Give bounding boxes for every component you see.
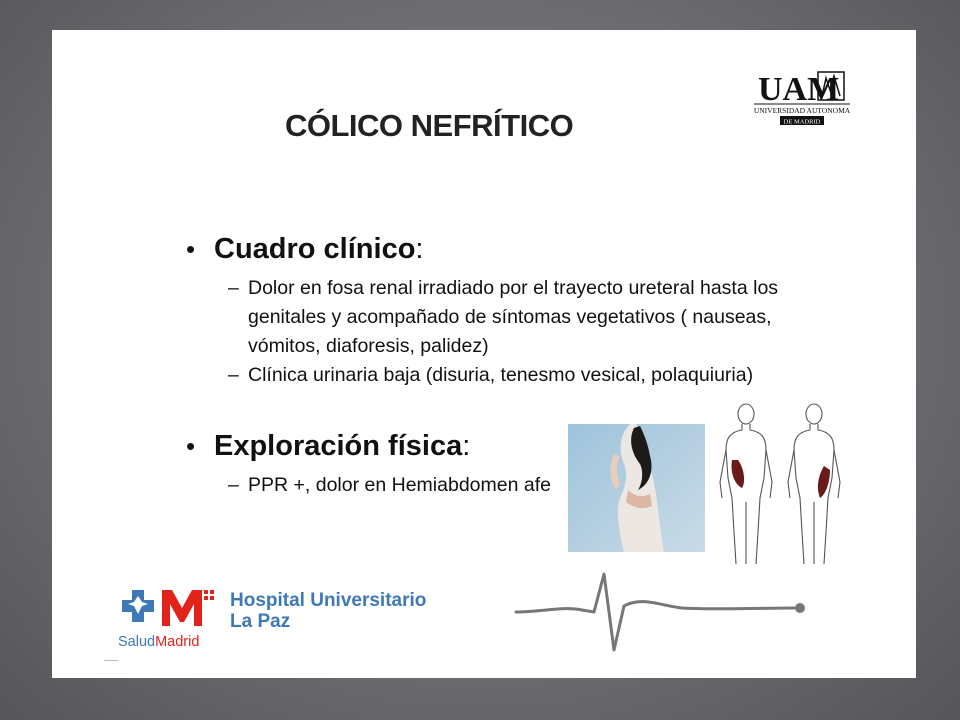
hospital-name-line1: Hospital Universitario xyxy=(230,590,427,611)
madrid-label: Madrid xyxy=(155,634,200,650)
slide-title: CÓLICO NEFRÍTICO xyxy=(285,108,574,143)
uam-logo-letters: UAM xyxy=(758,71,840,108)
list-item xyxy=(228,471,551,500)
uam-logo-line2: DE MADRID xyxy=(783,118,821,126)
ecg-line-decoration xyxy=(512,566,812,658)
list-item-line: Clínica urinaria baja (disuria, tenesmo vesical, polaquiuria) xyxy=(248,364,754,386)
divider xyxy=(104,660,118,661)
heading-colon: : xyxy=(462,430,471,462)
dash-marker: – xyxy=(228,277,239,299)
bullet-dot: • xyxy=(186,431,196,461)
uam-logo xyxy=(752,62,852,126)
section-exploracion-fisica xyxy=(186,430,470,463)
back-pain-area xyxy=(731,460,744,488)
list-item-line: vómitos, diaforesis, palidez) xyxy=(248,335,489,357)
heading-colon: : xyxy=(415,233,424,265)
bullet-dot: • xyxy=(186,234,196,264)
pain-location-figures xyxy=(712,402,848,568)
list-item-line: Dolor en fosa renal irradiado por el trayecto ureteral hasta los xyxy=(248,277,779,299)
list-item-line: genitales y acompañado de síntomas vegetativos ( nauseas, xyxy=(248,306,772,328)
uam-logo-line1: UNIVERSIDAD AUTONOMA xyxy=(753,106,851,115)
dash-marker: – xyxy=(228,364,239,386)
hospital-name xyxy=(230,590,426,632)
hospital-la-paz-logo xyxy=(118,586,448,656)
salud-label: Salud xyxy=(118,634,156,650)
dash-marker: – xyxy=(228,474,239,496)
section-cuadro-clinico xyxy=(186,233,423,266)
salud-madrid-label xyxy=(118,634,199,650)
hospital-name-line2: La Paz xyxy=(230,611,291,632)
slide xyxy=(52,30,916,678)
woman-back-pain-photo xyxy=(568,424,705,552)
comunidad-madrid-icon xyxy=(118,586,223,630)
list-item xyxy=(228,274,778,361)
abdomen-pain-area xyxy=(818,466,830,498)
section-heading: Cuadro clínico xyxy=(214,233,416,265)
list-item xyxy=(228,361,753,390)
list-item-line: PPR +, dolor en Hemiabdomen afe xyxy=(248,474,551,496)
section-heading: Exploración física xyxy=(214,430,463,462)
